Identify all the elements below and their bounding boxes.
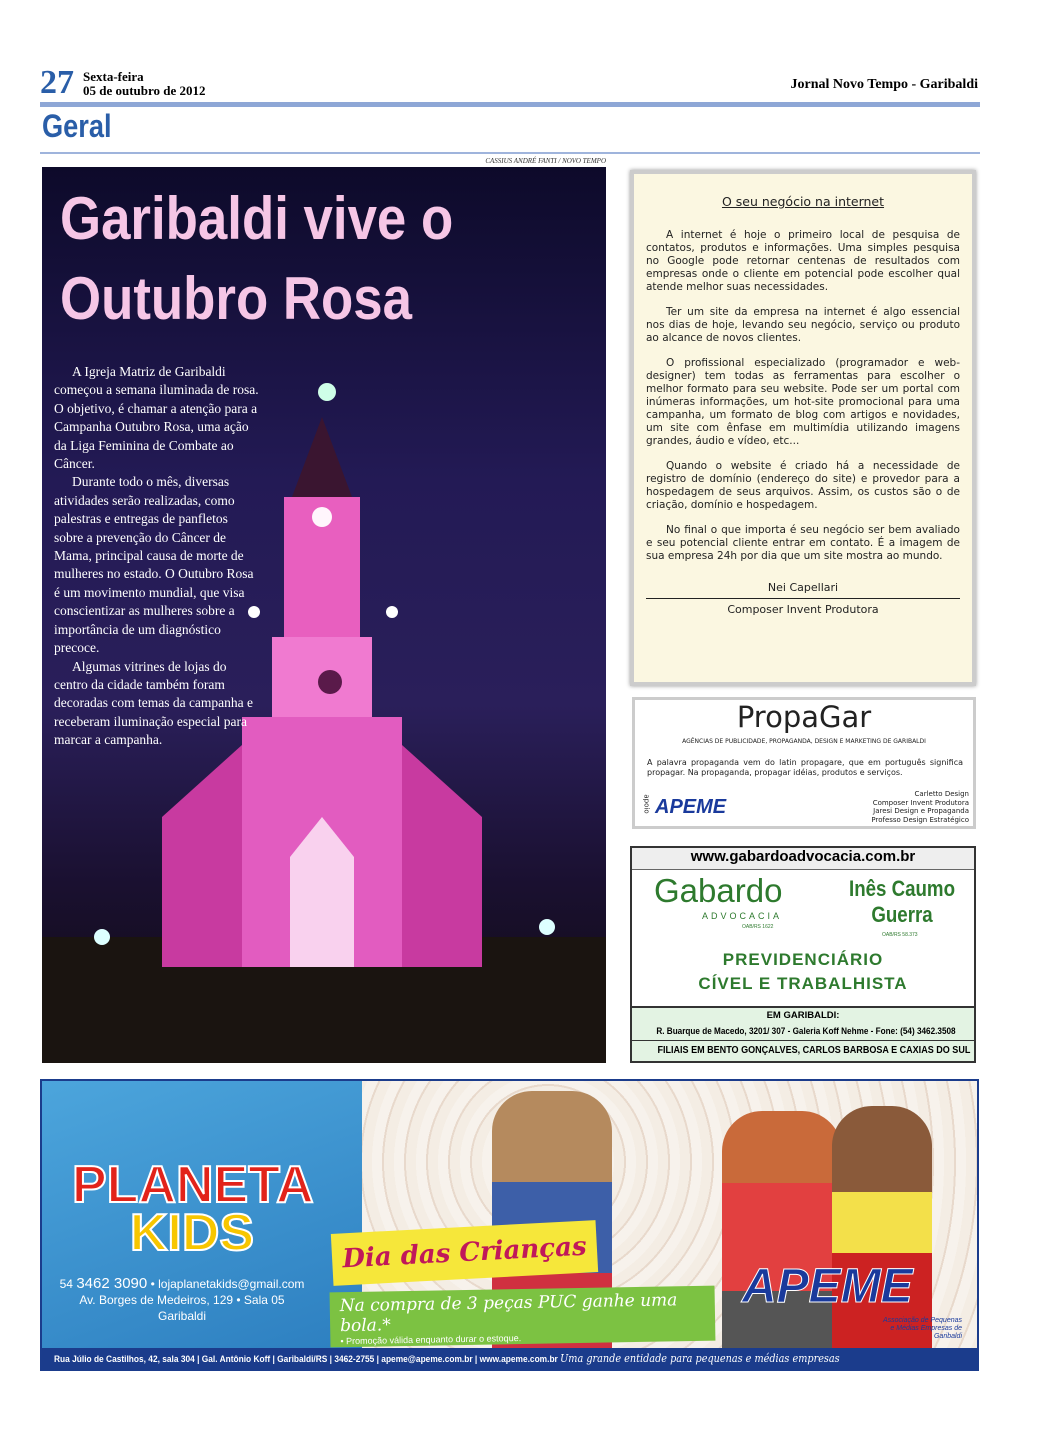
newspaper-name: Jornal Novo Tempo - Garibaldi	[790, 77, 978, 92]
member: Professo Design Estratégico	[871, 815, 969, 824]
store-address: Av. Borges de Medeiros, 129 • Sala 05	[79, 1293, 285, 1307]
column-title: O seu negócio na internet	[721, 194, 885, 209]
apeme-logo: APEME	[655, 796, 727, 818]
lawyer-name: Inês Caumo Guerra	[848, 876, 955, 927]
column-paragraph: Quando o website é criado há a necessidade de registro de domínio (endereço do site) e provedor para a hospedagem de seus arquivos. Assim, os custos são o de criação, domínio e hospedagem.	[646, 460, 960, 511]
member: Carletto Design	[914, 790, 969, 798]
member: Composer Invent Produtora	[872, 798, 969, 807]
apeme-logo: APEME	[742, 1260, 913, 1313]
apeme-subtitle: Associação de Pequenas e Médias Empresas de Garibaldi	[883, 1317, 962, 1340]
header-rule	[40, 102, 980, 107]
member-list	[871, 790, 969, 824]
author: Nei Capellari	[767, 581, 839, 594]
section-title: Geral	[42, 108, 112, 144]
oab-number: OAB/RS 1622	[742, 924, 774, 930]
branches: FILIAIS EM BENTO GONÇALVES, CARLOS BARBOSA E CAXIAS DO SUL	[657, 1044, 971, 1056]
page-number: 27	[40, 64, 74, 101]
propagar-ad	[632, 697, 976, 829]
event-title: Dia das Crianças	[331, 1220, 598, 1286]
article-paragraph: A Igreja Matriz de Garibaldi começou a semana iluminada de rosa. O objetivo, é chamar a atenção para a Campanha Outubro Rosa, uma ação da Liga Feminina de Combate ao Câncer.	[54, 364, 259, 472]
logo-line: PLANETA	[72, 1156, 314, 1214]
date: 05 de outubro de 2012	[83, 83, 206, 98]
gabardo-url[interactable]: www.gabardoadvocacia.com.br	[632, 848, 974, 870]
practice-area: PREVIDENCIÁRIO	[722, 950, 884, 969]
article-body	[54, 363, 259, 750]
phone: 3462 3090	[76, 1275, 148, 1292]
church-photo	[42, 167, 606, 1063]
practice-area: CÍVEL E TRABALHISTA	[698, 974, 908, 993]
child-photo	[722, 1111, 842, 1351]
banner-footer	[42, 1348, 977, 1369]
planeta-kids-banner	[40, 1079, 979, 1371]
author-company: Composer Invent Produtora	[727, 603, 879, 616]
column-signature	[646, 581, 960, 616]
address: R. Buarque de Macedo, 3201/ 307 - Galeria Koff Nehme - Fone: (54) 3462.3508	[656, 1026, 956, 1037]
logo-line: KIDS	[129, 1204, 255, 1262]
issue-date	[83, 70, 206, 98]
gabardo-ad	[630, 846, 976, 1063]
promo-box	[330, 1286, 716, 1348]
promo-text: Na compra de 3 peças PUC ganhe uma bola.*	[339, 1290, 678, 1337]
store-city: Garibaldi	[157, 1309, 207, 1323]
planeta-kids-logo	[72, 1156, 314, 1262]
promo-note: • Promoção válida enquanto durar o estoque.	[340, 1333, 522, 1347]
column-paragraph: A internet é hoje o primeiro local de pesquisa de contatos, produtos e informações. Uma simples pesquisa no Google pode retornar centenas de resultados com empresas onde o cliente em potencial pode escolher qual atende melhor suas necessidades.	[646, 229, 960, 293]
propagar-logo: PropaGar	[736, 700, 872, 734]
propagar-text: A palavra propaganda vem do latin propagare, que em português significa propagar. Na propaganda, propagar idéias, produtos e serviços.	[647, 758, 963, 777]
apoio-label: apoio	[642, 794, 651, 814]
phone-prefix: 54	[59, 1277, 73, 1291]
oab-number: OAB/RS 58.373	[882, 932, 918, 938]
photo-credit: CASSIUS ANDRÉ FANTI / NOVO TEMPO	[485, 157, 606, 165]
article-paragraph: Algumas vitrines de lojas do centro da cidade também foram decoradas com temas da campanha e receberam iluminação especial para marcar a campanha.	[54, 658, 254, 748]
member: Jaresi Design e Propaganda	[873, 807, 969, 815]
column-paragraph: No final o que importa é seu negócio ser bem avaliado e seu potencial cliente entrar em contato. É a imagem de sua empresa 24h por dia que um site mostra ao mundo.	[646, 524, 960, 562]
store-contact: 54 3462 3090 • lojaplanetakids@gmail.com Av. Borges de Medeiros, 129 • Sala 05 Garibaldi	[42, 1276, 322, 1324]
gabardo-logo: Gabardo	[654, 872, 783, 909]
email: lojaplanetakids@gmail.com	[158, 1277, 305, 1291]
practice-areas	[632, 948, 974, 996]
section-rule	[40, 152, 980, 154]
column-paragraph: O profissional especializado (programador e web-designer) tem todas as ferramentas para escolher o melhor formato para seu website. Pode ser um portal com inúmeras informações, um hot-site promocional para uma campanha, um formato de blog com artigos e novidades, um site com ênfase em multimídia utilizando imagens grandes, áudio e vídeo, etc...	[646, 357, 960, 447]
gabardo-logo-sub: ADVOCACIA	[702, 911, 783, 921]
weekday: Sexta-feira	[83, 69, 144, 84]
headline: Garibaldi vive o Outubro Rosa	[60, 185, 454, 332]
opinion-column	[630, 170, 976, 686]
propagar-subtitle: AGÊNCIAS DE PUBLICIDADE, PROPAGANDA, DESIGN E MARKETING DE GARIBALDI	[682, 738, 926, 745]
child-photo	[832, 1106, 932, 1351]
slogan: Uma grande entidade para pequenas e médias empresas	[560, 1352, 840, 1365]
apeme-contact: Rua Júlio de Castilhos, 42, sala 304 | Gal. Antônio Koff | Garibaldi/RS | 3462-2755 | apeme@apeme.com.br | www.apeme.com.br	[54, 1354, 558, 1365]
city: EM GARIBALDI:	[766, 1010, 840, 1021]
article-paragraph: Durante todo o mês, diversas atividades serão realizadas, como palestras e entregas de panfletos sobre a prevenção do Câncer de Mama, principal causa de morte de mulheres no estado. O Outubro Rosa é um movimento mundial, que visa conscientizar as mulheres sobre a importância de um diagnóstico precoce.	[54, 474, 254, 656]
gabardo-contact	[632, 1006, 974, 1061]
column-paragraph: Ter um site da empresa na internet é algo essencial nos dias de hoje, levando seu negócio, serviço ou produto ao alcance de novos clientes.	[646, 306, 960, 344]
